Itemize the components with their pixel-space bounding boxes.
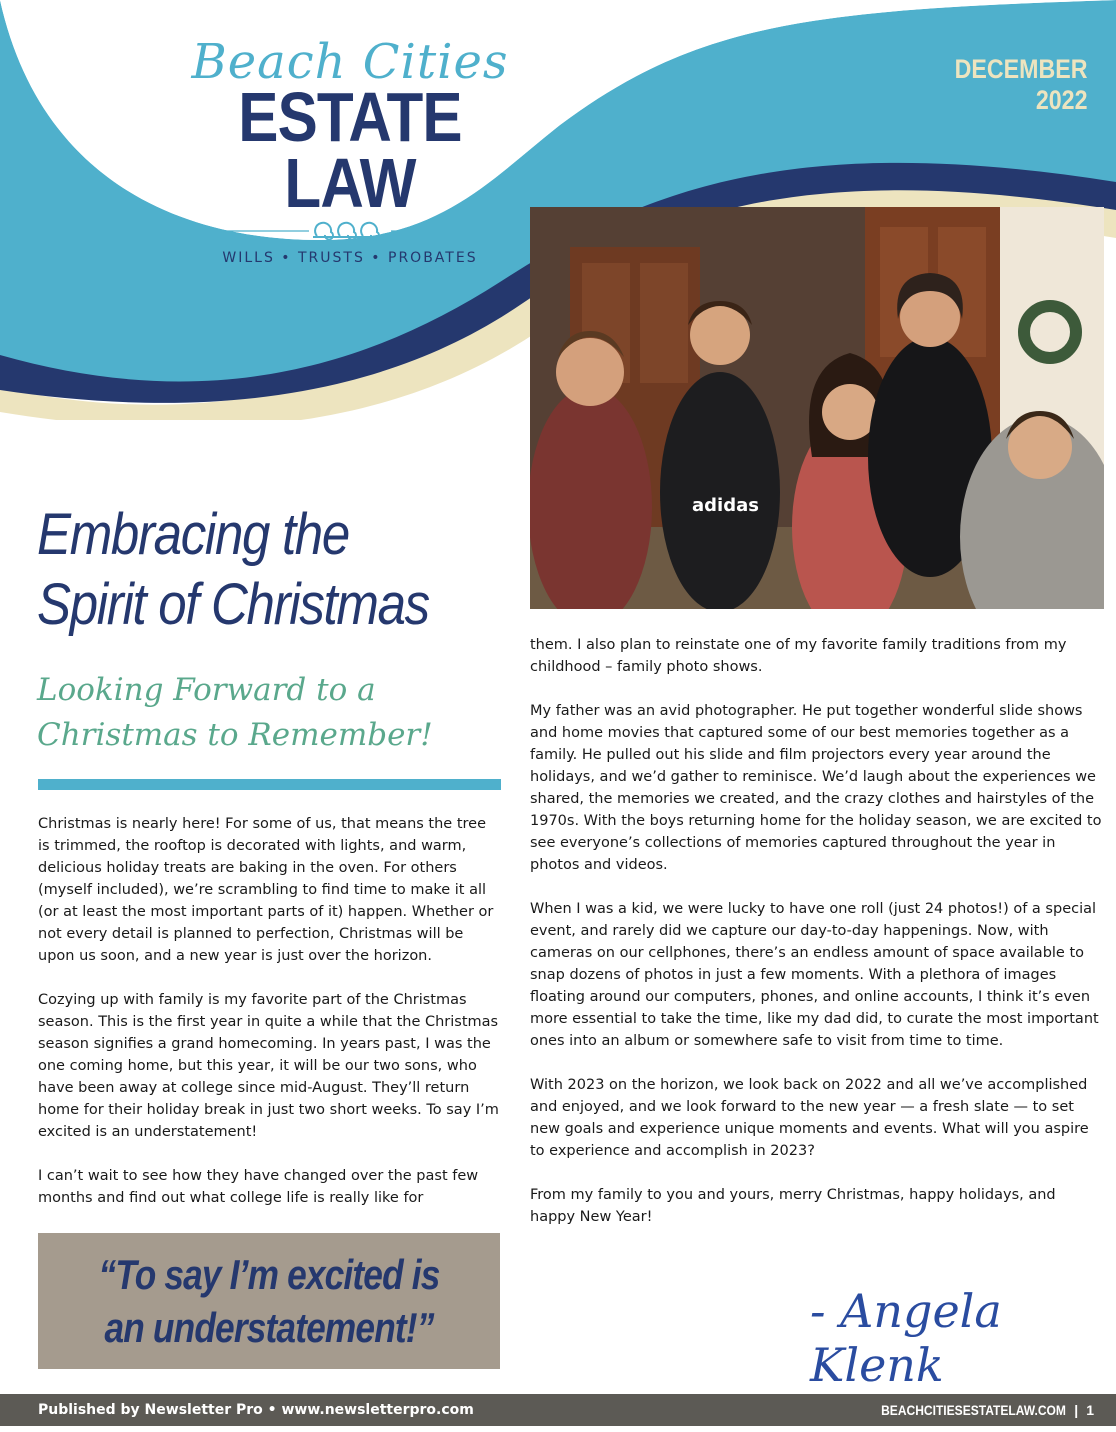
issue-date	[955, 54, 1088, 116]
shell-ornament-icon	[177, 220, 523, 242]
article-title: Embracing the Spirit of Christmas	[37, 502, 429, 637]
paragraph: With 2023 on the horizon, we look back on 2022 and all we’ve accomplished and enjoyed, and we look forward to the new year — a fresh slate — to set new goals and experience unique moments and events. What will you aspire to experience and accomplish in 2023?	[530, 1077, 1089, 1159]
footer-right	[851, 1402, 1094, 1418]
paragraph: From my family to you and yours, merry Christmas, happy holidays, and happy New Year!	[530, 1187, 1056, 1225]
title-divider	[38, 779, 501, 790]
paragraph: My father was an avid photographer. He put together wonderful slide shows and home movies that captured some of our best memories together as a family. He pulled out his slide and film projectors every year around the holidays, and we’d gather to reminisce. We’d laugh about the experiences we shared, the memories we created, and the crazy clothes and hairstyles of the 1970s. With the boys returning home for the holiday season, we are excited to see everyone’s collections of memories captured throughout the year in photos and videos.	[530, 703, 1102, 873]
family-photo	[530, 207, 1104, 609]
website-link[interactable]: BEACHCITIESESTATELAW.COM	[881, 1402, 1067, 1418]
page-number: 1	[1086, 1402, 1094, 1418]
footer-separator: |	[1074, 1402, 1079, 1418]
issue-year: 2022	[1036, 85, 1088, 115]
issue-month: DECEMBER	[955, 54, 1088, 84]
paragraph: Cozying up with family is my favorite part of the Christmas season. This is the first year in quite a while that the Christmas season signifies a grand homecoming. In years past, I was the one coming home, but this year, it will be our two sons, who have been away at college since mid-August. They’ll return home for their holiday break in just two short weeks. To say I’m excited is an understatement!	[38, 992, 499, 1140]
paragraph: them. I also plan to reinstate one of my favorite family traditions from my childhood – family photo shows.	[530, 637, 1067, 675]
article-body-left	[38, 813, 500, 1231]
paragraph: Christmas is nearly here! For some of us, that means the tree is trimmed, the rooftop is decorated with lights, and warm, delicious holiday treats are baking in the oven. For others (myself included), we’re scrambling to find time to make it all (or at least the most important parts of it) happen. Whether or not every detail is planned to perfection, Christmas will be upon us soon, and a new year is just over the horizon.	[38, 816, 494, 964]
pull-quote-text: “To say I’m excited is an understatement!”	[98, 1251, 440, 1351]
page-footer	[0, 1394, 1116, 1426]
logo-tagline: WILLS • TRUSTS • PROBATES	[222, 250, 478, 266]
paragraph: When I was a kid, we were lucky to have one roll (just 24 photos!) of a special event, and rarely did we capture our day-to-day happenings. Now, with cameras on our cellphones, there’s an endless amount of space available to snap dozens of photos in just a few moments. With a plethora of images floating around our computers, phones, and online accounts, I think it’s even more essential to take the time, like my dad did, to curate the most important ones into an album or somewhere safe to visit from time to time.	[530, 901, 1099, 1049]
article-body-right	[530, 634, 1104, 1250]
pull-quote-box	[38, 1233, 500, 1369]
paragraph: I can’t wait to see how they have changed over the past few months and find out what college life is really like for	[38, 1168, 479, 1206]
publisher-credit: Published by Newsletter Pro • www.newsletterpro.com	[38, 1402, 474, 1418]
firm-logo	[172, 36, 528, 266]
article-subtitle: Looking Forward to a Christmas to Remember!	[37, 672, 433, 753]
author-signature: - Angela Klenk	[810, 1284, 1002, 1392]
svg-text:adidas: adidas	[692, 495, 759, 516]
logo-script-text: Beach Cities	[191, 34, 509, 90]
logo-divider	[172, 220, 528, 244]
logo-main-text: ESTATE LAW	[238, 78, 462, 222]
